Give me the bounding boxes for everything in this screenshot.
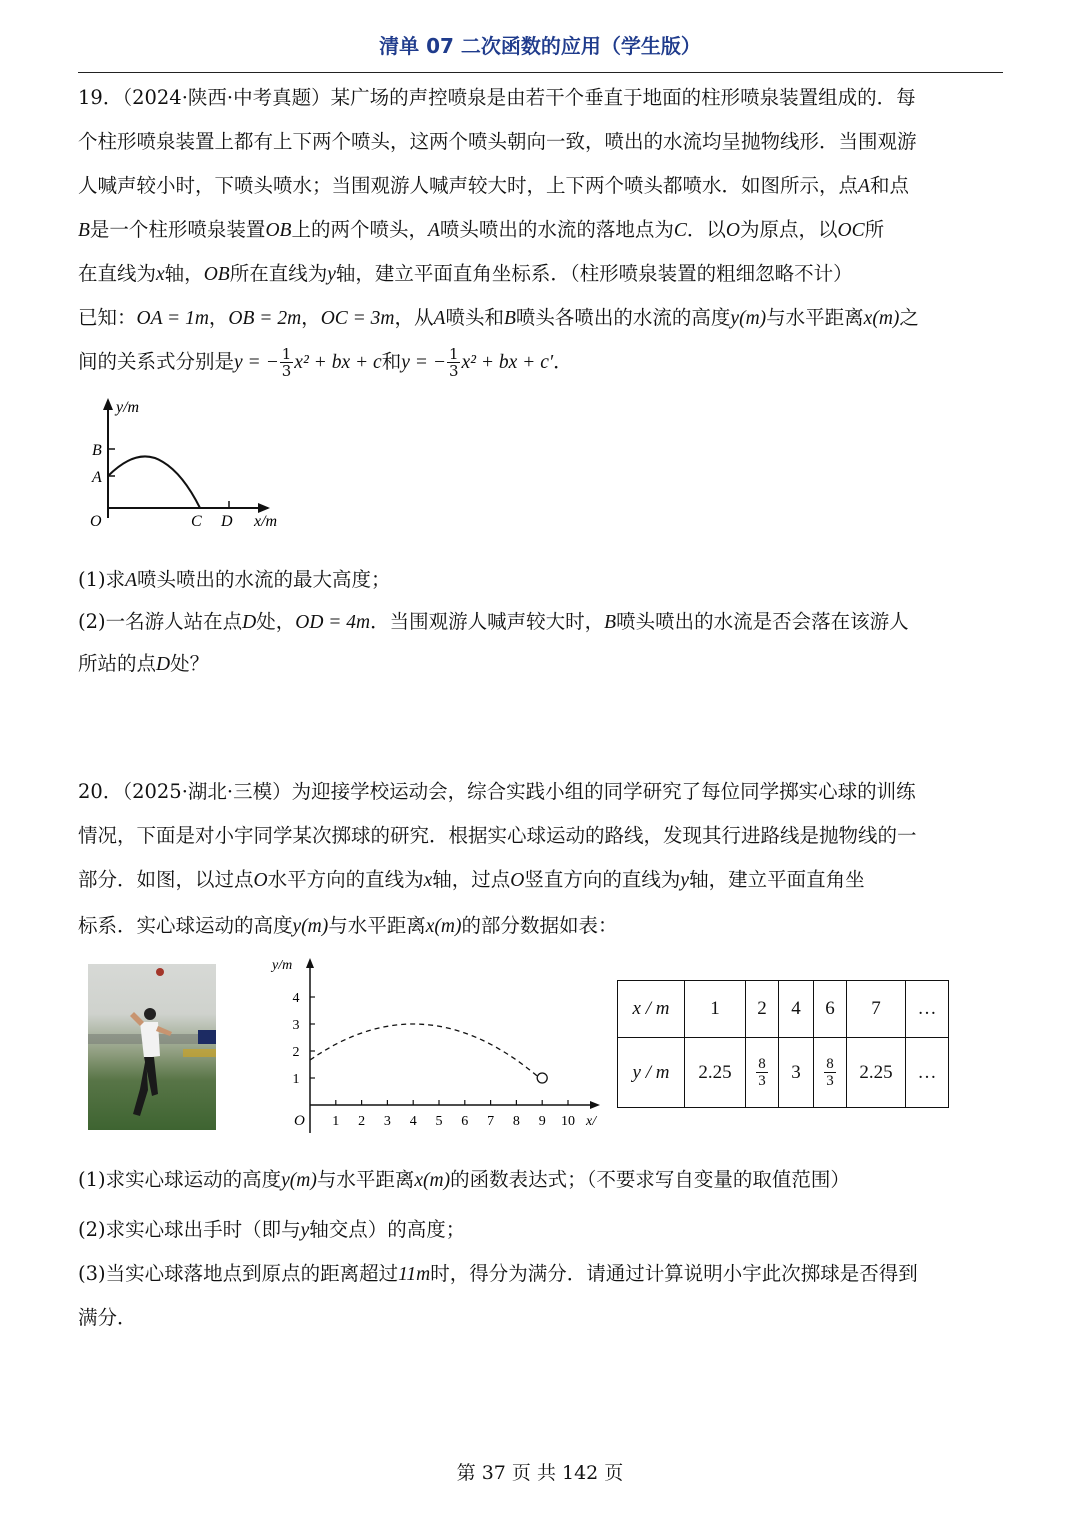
table-row-y [618,1038,949,1108]
fraction-one-third: $\frac{1}{3}$ [281,344,292,380]
q20-data-table [617,980,949,1108]
x-tick-label: 1 [332,1114,340,1129]
x-tick-label: 2 [358,1114,366,1129]
point-B-label: B [92,442,102,459]
trajectory-dashed-curve [310,1024,542,1080]
x-tick-label: 5 [435,1114,443,1129]
point-A-label: A [92,469,102,486]
y-axis-arrow [306,958,314,968]
q19-line4: B是一个柱形喷泉装置OB上的两个喷头，A喷头喷出的水流的落地点为C．以O为原点，以OC所 [78,218,885,241]
q20-sub1: (1)求实心球运动的高度y(m)与水平距离x(m)的函数表达式；（不要求写自变量的取值范围） [78,1168,850,1191]
q20-line1: 20．（2025·湖北·三模）为迎接学校运动会，综合实践小组的同学研究了每位同学掷实心球的训练 [78,780,916,803]
q20-line2: 情况，下面是对小宇同学某次掷球的研究．根据实心球运动的路线，发现其行进路线是抛物线的一 [78,824,917,847]
y-tick-label: 3 [292,1018,300,1033]
x-tick-label: 4 [409,1114,417,1129]
q20-line3: 部分．如图，以过点O水平方向的直线为x轴，过点O竖直方向的直线为y轴，建立平面直角坐 [78,868,865,891]
table-cell: 2.25 [847,1038,906,1108]
table-cell: 2.25 [685,1038,746,1108]
table-cell-fraction: $\frac{8}{3}$ [746,1038,779,1108]
x-tick-label: 7 [487,1114,495,1129]
q19-line5: 在直线为x轴，OB所在直线为y轴，建立平面直角坐标系．（柱形喷泉装置的粗细忽略不计） [78,262,853,285]
q19-line1: 19．（2024·陕西·中考真题）某广场的声控喷泉是由若干个垂直于地面的柱形喷泉装置组成的．每 [78,86,916,109]
origin-label: O [90,513,102,530]
table-header-x: x / m [618,981,685,1038]
table-header-y: y / m [618,1038,685,1108]
q19-line7: 间的关系式分别是y = − $\frac{1}{3}$ x² + bx + c和y = − $\frac{1}{3}$ x² + bx + c′． [78,344,573,380]
table-cell: 6 [814,981,847,1038]
ball-landing-point [537,1073,547,1083]
x-tick-label: 6 [461,1114,469,1129]
x-tick-label: 9 [538,1114,546,1129]
fraction-one-third: $\frac{1}{3}$ [448,344,459,380]
graph-y-axis-label: y/m [272,958,293,973]
q19-sub2: (2)一名游人站在点D处，OD = 4m．当围观游人喊声较大时，B喷头喷出的水流是否会落在该游人 [78,610,909,633]
point-D-label: D [221,513,233,530]
q20-sub3-cont: 满分． [78,1306,137,1329]
y-axis-label: y/m [116,399,140,416]
q19-line3: 人喊声较小时，下喷头喷水；当围观游人喊声较大时，上下两个喷头都喷水．如图所示，点A和点 [78,174,909,197]
graph-x-axis-label: x/ [586,1114,597,1129]
q19-line6: 已知：OA = 1m，OB = 2m，OC = 3m，从A喷头和B喷头各喷出的水流的高度y(m)与水平距离x(m)之 [78,306,919,329]
table-cell-fraction: $\frac{8}{3}$ [814,1038,847,1108]
q19-line2: 个柱形喷泉装置上都有上下两个喷头，这两个喷头朝向一致，喷出的水流均呈抛物线形．当围观游 [78,130,917,153]
x-tick-label: 8 [512,1114,520,1129]
x-tick-label: 10 [561,1114,575,1129]
point-C-label: C [191,513,202,530]
q19-sub1: (1)求A喷头喷出的水流的最大高度； [78,568,391,591]
table-cell-ellipsis: … [906,1038,949,1108]
page-footer: 第 37 页 共 142 页 [456,1462,624,1484]
x-axis-label: x/m [254,513,278,530]
q20-sub3: (3)当实心球落地点到原点的距离超过11m时，得分为满分．请通过计算说明小宇此次掷球是否得到 [78,1262,918,1285]
header-divider [78,72,1003,73]
x-tick-label: 3 [383,1114,391,1129]
y-tick-label: 4 [292,991,300,1006]
graph-origin-label: O [294,1113,305,1129]
y-tick-label: 2 [292,1045,300,1060]
table-row-x [618,981,949,1038]
table-cell: 3 [779,1038,814,1108]
q20-trajectory-chart [270,955,610,1135]
ball-icon [156,968,164,976]
table-cell: 4 [779,981,814,1038]
athlete-illustration [88,964,216,1130]
shot-put-photo [88,964,216,1130]
table-cell: 7 [847,981,906,1038]
x-axis-arrow [258,503,270,513]
q19-fountain-figure [78,392,308,542]
x-axis-arrow [590,1101,600,1109]
y-tick-label: 1 [292,1072,300,1087]
table-cell: 1 [685,981,746,1038]
table-cell: 2 [746,981,779,1038]
q19-sub2-cont: 所站的点D处？ [78,652,210,675]
water-parabola [108,456,200,508]
q20-sub2: (2)求实心球出手时（即与y轴交点）的高度； [78,1218,466,1241]
q20-line4: 标系．实心球运动的高度y(m)与水平距离x(m)的部分数据如表： [78,914,618,937]
table-cell-ellipsis: … [906,981,949,1038]
page-header-title: 清单 07 二次函数的应用（学生版） [379,34,701,58]
y-axis-arrow [103,398,113,410]
